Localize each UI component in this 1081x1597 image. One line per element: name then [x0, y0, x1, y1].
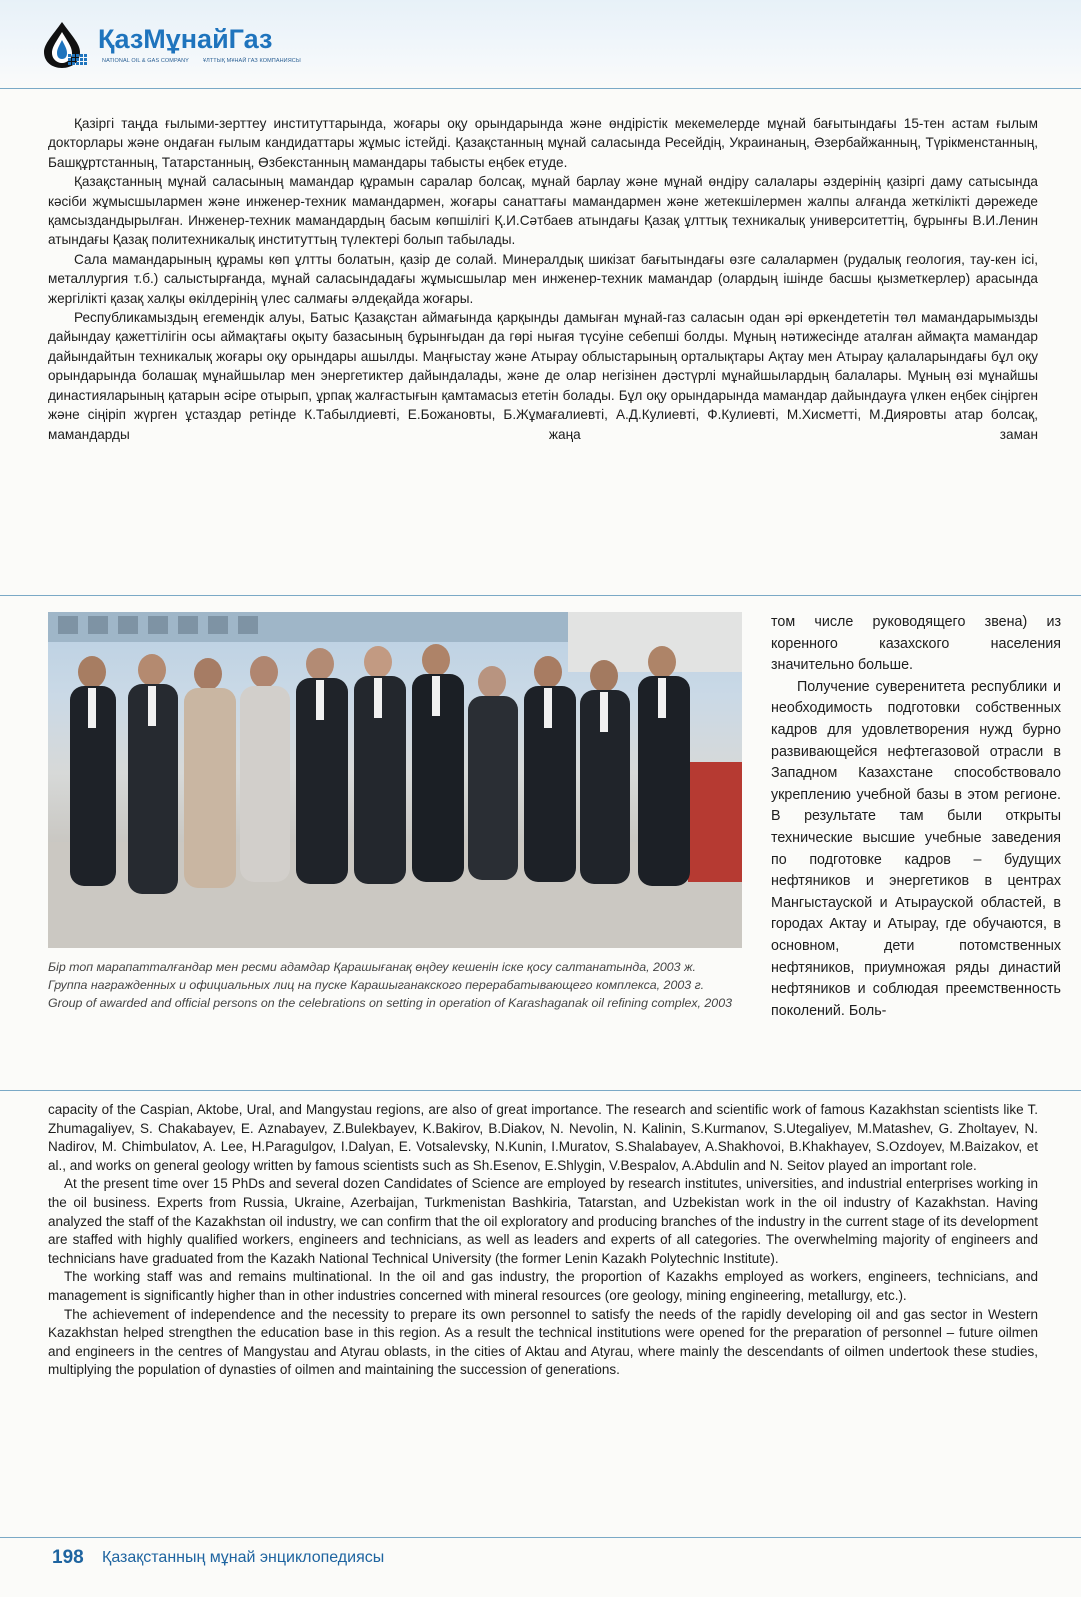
kazakh-text-block	[48, 114, 1038, 444]
kazakh-paragraph: Республикамыздың егемендік алуы, Батыс Қазақстан аймағында қарқынды дамыған мұнай-газ саласын одан әрі өркендететін төл мамандарымызды дайындау қажеттілігін осы аймақтағы оқыту базасының бұрынғыдан да гөрі нығая түсуіне себепші болды. Мұның нәтижесінде аталған аймақта мамандар дайындайтын техникалық жоғары оқу орындары ашылды. Маңғыстау және Атырау облыстарының орталықтары Ақтау мен Атырау қалаларындағы бұл оқу орындарында болашақ мұнайшылар мен энергетиктер дайындалады, және де олар негізінен дәстүрлі мұнайшылардың балалары. Мұның өзі мұнайшы династияларының қатарын әсіре отырып, ұрпақ жалғастығын қамтамасыз ететін болады. Бұл оқу орындарында мамандар дайындауға үлкен еңбек сіңірген және сіңіріп жүрген ұстаздар ретінде К.Табылдиевті, Е.Божановты, Б.Жұмағалиевті, А.Д.Кулиевті, Ф.Кулиевті, М.Хисметті, М.Дияровты атар болсақ, мамандарды жаңа заман	[48, 310, 1038, 442]
footer-rule	[0, 1537, 1081, 1538]
header-rule	[0, 88, 1081, 89]
page-footer	[48, 1547, 1048, 1577]
kazakh-paragraph: Қазақстанның мұнай саласының мамандар құрамын саралар болсақ, мұнай барлау және мұнай өндіру салалары әздерінің қазіргі даму сатысында кәсіби жұмысшылармен және инженер-техник мамандармен, жоғары санаттағы мамандармен және жетекшілермен жалпы алғанда жеткілікті дәрежеде қамсыздандырылған. Инженер-техник мамандардың басым көпшілігі Қ.И.Сәтбаев атындағы Қазақ ұлттық техникалық университеттің, бұрынғы В.И.Ленин атындағы Қазақ политехникалық институттың түлектері болып табылады.	[48, 174, 1038, 248]
photo-caption-kz: Бір топ марапатталғандар мен ресми адамдар Қарашығанақ өңдеу кешенін іске қосу салтанатында, 2003 ж.	[48, 960, 696, 974]
drop-flame-icon	[38, 18, 98, 70]
english-paragraph: capacity of the Caspian, Aktobe, Ural, and Mangystau regions, are also of great importance. The research and scientific work of famous Kazakhstan scientists like T. Zhumagaliyev, S. Chakabayev, E. Aznabayev, Z.Bulekbayev, K.Bakirov, B.Diakov, N. Nevolin, N. Kalinin, S.Kurmanov, S.Utegaliyev, M.Matashev, G. Zholtayev, N. Nadirov, M. Chimbulatov, A. Lee, H.Paragulgov, I.Dalyan, E. Votsalevsky, N.Kunin, I.Muratov, S.Shalabayev, A.Shakhovoi, B.Khakhayev, S.Ozdoyev, M.Baizakov, et al., and works on general geology written by famous scientists such as Sh.Esenov, E.Shlygin, V.Bespalov, A.Abdulin and N. Seitov played an important role.	[48, 1102, 1038, 1173]
photo-caption	[48, 958, 742, 1013]
photo-caption-ru: Группа награжденных и официальных лиц на пуске Карашыганакского перерабатывающего комплекса, 2003 г.	[48, 978, 705, 993]
page-number: 198	[52, 1547, 84, 1568]
english-paragraph: The achievement of independence and the necessity to prepare its own personnel to satisfy the needs of the rapidly developing oil and gas sector in Western Kazakhstan helped strengthen the education base in this region. As a result the technical institutions were opened for the preparation of personnel – future oilmen and engineers in the centres of Mangystau and Atyrau oblasts, in the cities of Aktau and Atyrau, where mainly the descendants of oilmen undertook these studies, multiplying the population of dynasties of oilmen and maintaining the succession of generations.	[48, 1306, 1038, 1378]
russian-paragraph: том числе руководящего звена) из коренного казахского населения значительно больше.	[771, 614, 1061, 674]
group-photo-illustration	[48, 612, 742, 948]
english-paragraph: At the present time over 15 PhDs and several dozen Candidates of Science are employed by research institutes, universities, and industrial enterprises working in the oil business. Experts from Russia, Ukraine, Azerbaijan, Turkmenistan Bashkiria, Tatarstan, and Uzbekistan work in the oil industry of Kazakhstan. Having analyzed the staff of the Kazakhstan oil industry, we can confirm that the oil exploratory and producing branches of the industry in the current stage of its development are staffed with highly qualified workers, engineers and technicians, as well as leaders and experts of all categories. The overwhelming majority of engineers and technicians have graduated from the Kazakh National Technical University (the former Lenin Kazakh Polytechnic Institute).	[48, 1176, 1038, 1266]
photo-caption-en: Group of awarded and official persons on the celebrations on setting in operation of Karashaganak oil refining complex, 2003	[48, 996, 732, 1011]
english-text-block	[48, 1101, 1038, 1380]
kazakh-paragraph: Қазіргі таңда ғылыми-зерттеу институттарында, жоғары оқу орындарында және өндірістік мекемелерде мұнай бағытындағы 15-тен астам ғылым докторлары және ондаған ғылым кандидаттары жұмыс істейді. Қазақстанның мұнай саласында Ресейдің, Украинаның, Әзербайжанның, Түрікменстанның, Башқұртстанның, Татарстанның, Өзбекстанның мамандары табысты еңбек етуде.	[48, 116, 1038, 170]
logo-subtitle-kz: ҰЛТТЫҚ МҰНАЙ ГАЗ КОМПАНИЯСЫ	[202, 58, 301, 64]
book-title: Қазақстанның мұнай энциклопедиясы	[102, 1549, 385, 1566]
logo-brand-name: ҚазМұнайГаз	[98, 24, 273, 54]
kazakh-paragraph: Сала мамандарының құрамы көп ұлтты болатын, қазір де солай. Минералдық шикізат бағытындағы өзге салалармен (рудалық геология, тау-кен ісі, металлургия т.б.) салыстырғанда, мұнай саласындадағы жұмысшылар мен инженер-техник мамандар (олардың ішінде басшы қызметкерлер) арасында жергілікті қазақ халқы өкілдерінің үлес салмағы әлдеқайда жоғары.	[48, 251, 1038, 306]
logo-subtitle-en: NATIONAL OIL & GAS COMPANY	[102, 58, 189, 64]
group-photo	[48, 612, 742, 948]
english-paragraph: The working staff was and remains multinational. In the oil and gas industry, the proportion of Kazakhs employed as workers, engineers, technicians, and management is significantly higher than in other industries concerned with mineral resources (ore geology, mining engineering, metallurgy, etc.).	[48, 1269, 1038, 1303]
russian-text-column	[771, 612, 1061, 1022]
logo-subtitle	[102, 58, 301, 64]
section-rule-bottom	[0, 1090, 1081, 1091]
section-rule-top	[0, 595, 1081, 596]
russian-paragraph: Получение суверенитета республики и необходимость подготовки собственных кадров для удовлетворения нужд бурно развивающейся нефтегазовой отрасли в Западном Казахстане способствовало укреплению учебной базы в этом регионе. В результате там были открыты технические высшие учебные заведения по подготовке кадров – будущих нефтяников и энергетиков в центрах Мангыстауской и Атырауской областей, в городах Актау и Атырау, где обучаются, в основном, дети потомственных нефтяников, приумножая ряды династий нефтяников и соблюдая преемственность поколений. Боль-	[771, 678, 1061, 1019]
kazmunaygas-logo	[38, 18, 338, 70]
